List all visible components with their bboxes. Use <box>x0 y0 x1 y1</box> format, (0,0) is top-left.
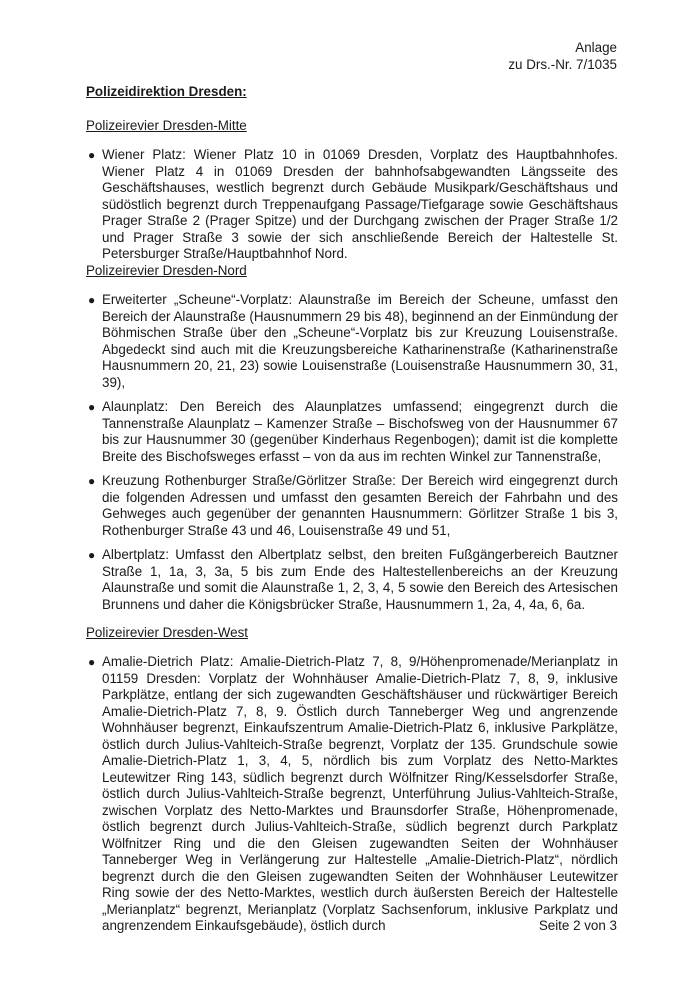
bullet-icon: ● <box>88 400 96 414</box>
annex-reference <box>508 40 617 73</box>
document-title: Polizeidirektion Dresden: <box>86 84 247 99</box>
section-heading-mitte: Polizeirevier Dresden-Mitte <box>86 118 247 133</box>
list-item <box>86 399 618 465</box>
list-item-text: Amalie-Dietrich Platz: Amalie-Dietrich-Platz 7, 8, 9/Höhenpromenade/Merianplatz in 01159 Dresden: Vorplatz der Wohnhäuser Amalie-Dietrich-Platz 7, 8, 9, inklusive Parkplätze, entlang der sich zugewandten Geschäftshäuser und rückwärtiger Bereich Amalie-Dietrich-Platz 7, 8, 9. Östlich durch Tanneberger Weg und angrenzende Wohnhäuser begrenzt, Einkaufszentrum Amalie-Dietrich-Platz 6, inklusive Parkplätze, östlich durch Julius-Vahlteich-Straße begrenzt, Vorplatz der 135. Grundschule sowie Amalie-Dietrich-Platz 1, 3, 4, 5, nördlich bis zum Vorplatz des Netto-Marktes Leutewitzer Ring 143, südlich begrenzt durch Wölfnitzer Ring/Kesselsdorfer Straße, östlich durch Julius-Vahlteich-Straße begrenzt, Unterführung Julius-Vahlteich-Straße, zwischen Vorplatz des Netto-Marktes und Braunsdorfer Straße, Höhenpromenade, östlich begrenzt durch Julius-Vahlteich-Straße, südlich begrenzt durch Parkplatz Wölfnitzer Ring und die den Gleisen zugewandten Seiten der Wohnhäuser Tanneberger Weg in Verlängerung zur Haltestelle „Amalie-Dietrich-Platz“, nördlich begrenzt durch die den Gleisen zugewandten Seiten der Wohnhäuser Leutewitzer Ring sowie der des Netto-Marktes, westlich durch äußersten Bereich der Haltestelle „Merianplatz“ begrenzt, Merianplatz (Vorplatz Sachsenforum, inklusive Parkplatz und angrenzendem Einkaufsgebäude), östlich durch <box>102 654 618 933</box>
list-item-text: Erweiterter „Scheune“-Vorplatz: Alaunstraße im Bereich der Scheune, umfasst den Bereich der Alaunstraße (Hausnummern 29 bis 48), beginnend an der Einmündung der Böhmischen Straße über den „Scheune“-Vorplatz bis zur Kreuzung Louisenstraße. Abgedeckt sind auch mit die Kreuzungsbereiche Katharinenstraße (Katharinenstraße Hausnummern 20, 21, 23) sowie Louisenstraße (Louisenstraße Hausnummern 30, 31, 39), <box>102 292 618 390</box>
list-item-text: Wiener Platz: Wiener Platz 10 in 01069 Dresden, Vorplatz des Hauptbahnhofes. Wiener Platz 4 in 01069 Dresden der bahnhofsabgewandten Längsseite des Geschäftshauses, westlich begrenzt durch Gebäude Musikpark/Geschäftshaus und südöstlich begrenzt durch Treppenaufgang Passage/Tiefgarage sowie Geschäftshaus Prager Straße 2 (Prager Spitze) und der Durchgang zwischen der Prager Straße 1/2 und Prager Straße 3 sowie der sich anschließende Bereich der Haltestelle St. Petersburger Straße/Hauptbahnhof Nord. <box>102 147 618 261</box>
bullet-icon: ● <box>88 548 96 562</box>
section-heading-west: Polizeirevier Dresden-West <box>86 625 248 640</box>
page-number: Seite 2 von 3 <box>538 918 617 933</box>
list-item <box>86 292 618 391</box>
list-item-text: Kreuzung Rothenburger Straße/Görlitzer Straße: Der Bereich wird eingegrenzt durch die folgenden Adressen und umfasst den gesamten Bereich der Fahrbahn und des Gehweges auch gegenüber der genannten Hausnummern: Görlitzer Straße 1 bis 3, Rothenburger Straße 43 und 46, Louisenstraße 49 und 51, <box>102 473 618 538</box>
list-item-text: Albertplatz: Umfasst den Albertplatz selbst, den breiten Fußgängerbereich Bautzner Straße 1, 1a, 3, 3a, 5 bis zum Ende des Haltestellenbereichs an der Kreuzung Alaunstraße und somit die Alaunstraße 1, 2, 3, 4, 5 sowie den Bereich des Artesischen Brunnens und daher die Königsbrücker Straße, Hausnummern 1, 2a, 4, 4a, 6, 6a. <box>102 547 618 612</box>
document-number: zu Drs.-Nr. 7/1035 <box>508 56 617 72</box>
bullet-icon: ● <box>88 148 96 162</box>
annex-label: Anlage <box>575 40 617 55</box>
bullet-icon: ● <box>88 474 96 488</box>
list-item <box>86 547 618 613</box>
list-item <box>86 654 618 935</box>
section-heading-nord: Polizeirevier Dresden-Nord <box>86 263 247 278</box>
bullet-icon: ● <box>88 655 96 669</box>
list-item <box>86 473 618 539</box>
list-item-text: Alaunplatz: Den Bereich des Alaunplatzes umfassend; eingegrenzt durch die Tannenstraße Alaunplatz – Kamenzer Straße – Bischofsweg von der Hausnummer 67 bis zur Hausnummer 30 (gegenüber Kinderhaus Regenbogen); damit ist die komplette Breite des Bischofsweges erfasst – von da aus im rechten Winkel zur Tannenstraße, <box>102 399 618 464</box>
list-item <box>86 147 618 263</box>
bullet-icon: ● <box>88 293 96 307</box>
